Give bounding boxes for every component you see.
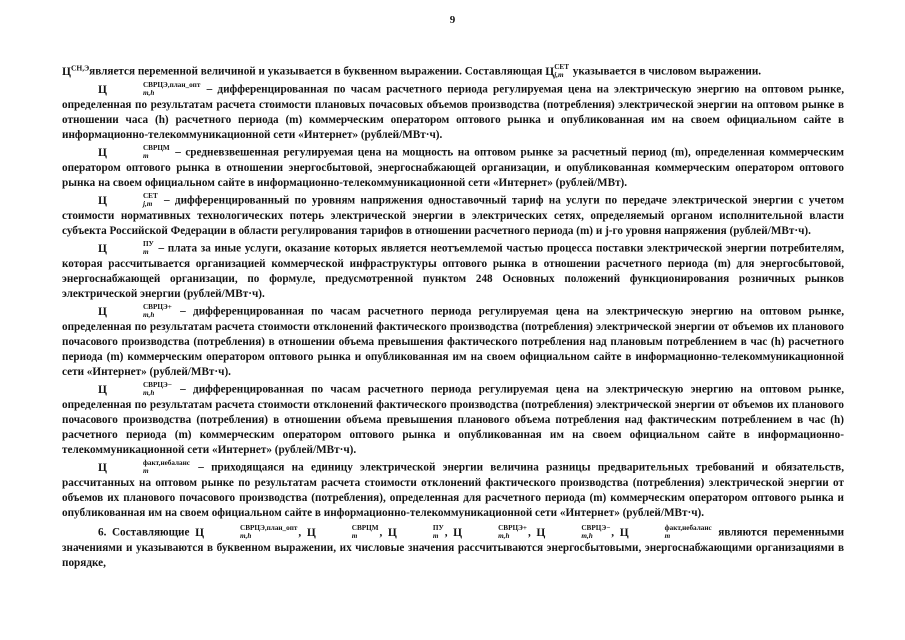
document-body (62, 60, 844, 573)
symbol-ts-set-jm: Ц СЕТ j,m (98, 192, 158, 209)
paragraph-pu: Ц ПУ m – плата за иные услуги, оказание которых является неотъемлемой частью процесса поставки электрической энергии потребителям, которая рассчитывается организацией коммерческой инфраструктуры оптового рынка в отношении расчетного периода (m) для энергосбытовой, энергоснабжающей организации, по формуле, предусмотренной пунктом 248 Основных положений функционирования розничных рынков электрической энергии (рублей/МВт·ч). (62, 240, 844, 301)
page-number: 9 (449, 14, 456, 26)
paragraph-set: Ц СЕТ j,m – дифференцированный по уровням напряжения одноставочный тариф на услуги по передаче электрической энергии с учетом стоимости нормативных технологических потерь электрической энергии в электрических сетях, определяемый органом исполнительной власти субъекта Российской Федерации в области регулирования тарифов в отношении расчетного периода (m) и j-го уровня напряжения (рублей/МВт·ч). (62, 192, 844, 238)
paragraph-fakt-nebalans: Ц факт,небаланс m – приходящаяся на единицу электрической энергии величина разницы предварительных требований и обязательств, рассчитанных на оптовом рынке по результатам расчета стоимости отклонений фактического производства (потребления) электрической энергии от объемов их планового почасового производства (потребления), определенная для расчетного периода (m) коммерческим оператором оптового рынка и опубликованная им на своем официальном сайте в информационно-телекоммуникационной сети «Интернет» (рублей/МВт·ч). (62, 459, 844, 520)
paragraph-1: $Ц^{СН,Э}является$ переменной величиной и указывается в буквенном выражении. Составляющая Ц СЕТ j,m указывается в числовом выражении. (62, 63, 762, 80)
paragraph-svrce-plus: Ц СВРЦЭ+ m,h – дифференцированная по часам расчетного периода регулируемая цена на электрическую энергию на оптовом рынке, определенная по результатам расчета стоимости отклонений фактического производства (потребления) электрической энергии от объемов их планового почасового производства (потребления) в отношении объема превышения фактического потребления над плановым потреблением в час (h) расчетного периода (m) коммерческим оператором оптового рынка и опубликованная им на своем официальном сайте в информационно-телекоммуникационной сети «Интернет» (рублей/МВт·ч). (62, 303, 844, 379)
symbol-ts-fakt: Ц факт,небаланс m (98, 459, 190, 476)
symbol-ts-svrce-plan: Ц СВРЦЭ,план_опт m,h (195, 524, 298, 541)
symbol-ts-fakt: Ц факт,небаланс m (619, 524, 712, 541)
paragraph-svrce-minus: Ц СВРЦЭ− m,h – дифференцированная по часам расчетного периода регулируемая цена на электрическую энергию на оптовом рынке, определенная по результатам расчета стоимости отклонений фактического производства (потребления) электрической энергии от объемов их планового почасового производства (потребления) в отношении объема превышения планового объема потребления над фактическим потреблением в час (h) расчетного периода (m) коммерческим оператором оптового рынка и опубликованная им на своем официальном сайте в информационно-телекоммуникационной сети «Интернет» (рублей/МВт·ч). (62, 381, 844, 457)
symbol-ts-set: Ц СЕТ j,m (545, 63, 569, 80)
symbol-ts-svrce-plan: Ц СВРЦЭ,план_опт m,h (98, 81, 201, 98)
symbol-ts-svrce-minus: Ц СВРЦЭ− m,h (536, 524, 611, 541)
symbol-ts-pu: Ц ПУ m (387, 524, 444, 541)
symbol-ts-svrce-plus: Ц СВРЦЭ+ m,h (98, 303, 172, 320)
symbol-ts-svrce-minus: Ц СВРЦЭ− m,h (98, 381, 172, 398)
paragraph-6: 6. Составляющие Ц СВРЦЭ,план_опт m,h , Ц СВРЦМ m , Ц ПУ m , Ц СВРЦЭ+ m,h , Ц СВРЦЭ− m,h , Ц факт,небаланс m являются переменными значениями и указываются в буквенном выражении, их числовые значения рассчитываются энергосбытовыми, энергоснабжающими организациями в порядке, (62, 524, 845, 570)
symbol-ts-svrcm: Ц СВРЦМ m (98, 144, 170, 161)
symbol-ts-svrcm: Ц СВРЦМ m (306, 524, 379, 541)
symbol-ts-sn-e: $Ц^{СН,Э}$ (62, 63, 90, 78)
paragraph-svrcm: Ц СВРЦМ m – средневзвешенная регулируемая цена на мощность на оптовом рынке за расчетный период (m), определенная коммерческим оператором оптового рынка в отношении энергосбытовой, энергоснабжающей организации, и опубликованная коммерческим оператором оптового рынка на своем официальном сайте в информационно-телекоммуникационной сети «Интернет» (рублей/МВт). (62, 144, 844, 190)
symbol-ts-svrce-plus: Ц СВРЦЭ+ m,h (453, 524, 528, 541)
paragraph-svrce-plan: Ц СВРЦЭ,план_опт m,h – дифференцированная по часам расчетного периода регулируемая цена на электрическую энергию на оптовом рынке, определенная по результатам расчета стоимости плановых почасовых объемов производства (потребления) электрической энергии на оптовом рынке в отношении часа (h) расчетного периода (m) коммерческим оператором оптового рынка и опубликованная им на своем официальном сайте в информационно-телекоммуникационной сети «Интернет» (рублей/МВт·ч). (62, 81, 844, 142)
symbol-ts-pu: Ц ПУ m (98, 240, 154, 257)
